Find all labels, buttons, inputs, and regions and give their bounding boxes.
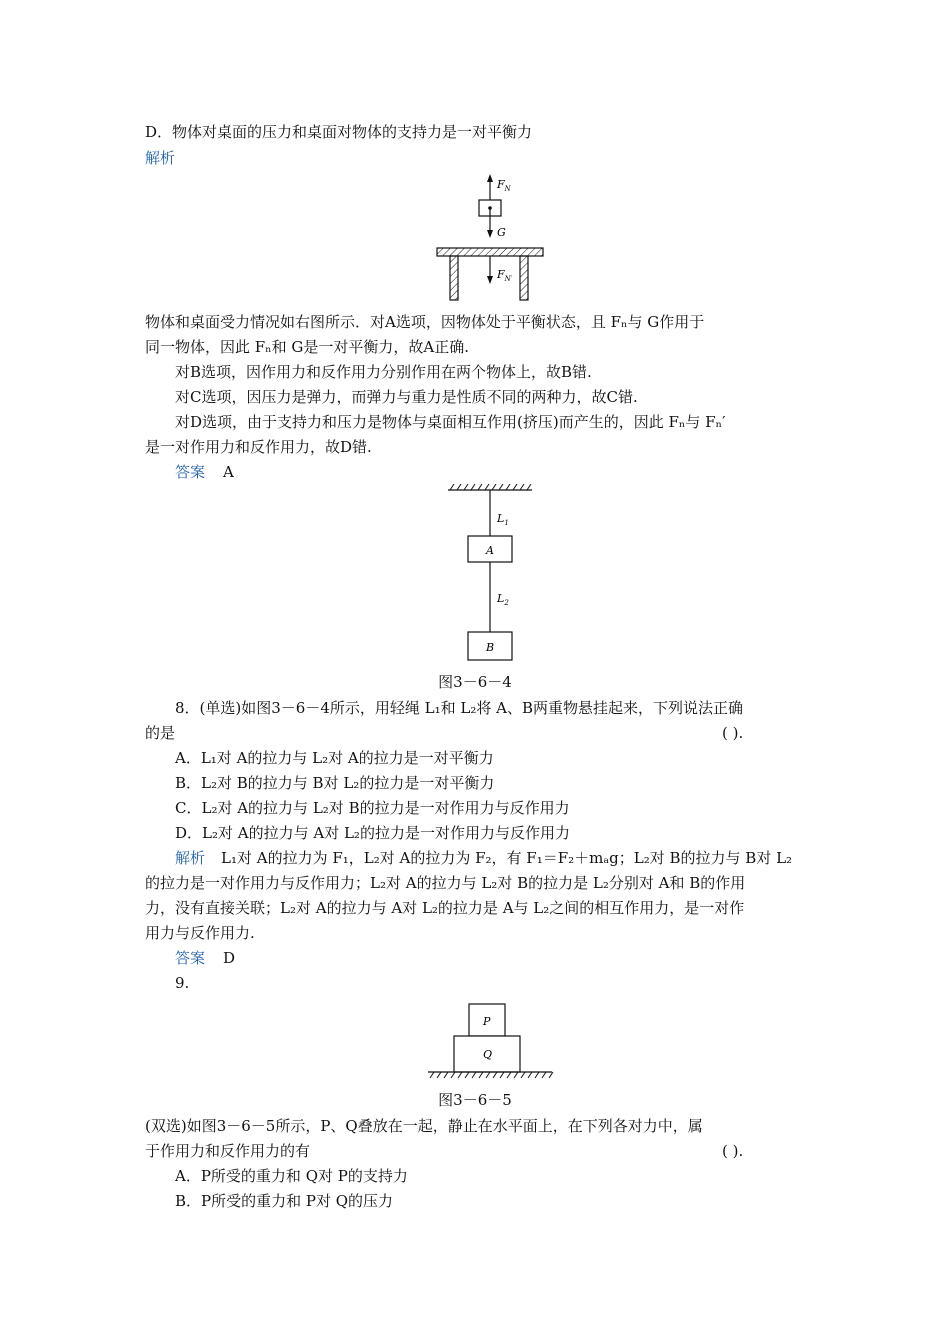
analysis-2-line-4: 用力与反作用力. xyxy=(145,924,255,942)
question-8-option-a: A．L₁对 A的拉力与 L₂对 A的拉力是一对平衡力 xyxy=(175,749,494,767)
answer-2-value: D xyxy=(223,949,236,967)
l1-label: $L_1$ xyxy=(497,512,509,527)
analysis-2-line-2: 的拉力是一对作用力与反作用力；L₂对 A的拉力与 L₂对 B的拉力是 L₂分别对 A和 B的作用 xyxy=(145,874,746,892)
question-8-line-1: 8．(单选)如图3－6－4所示，用轻绳 L₁和 L₂将 A、B两重物悬挂起来，下列说法正确 xyxy=(175,699,743,717)
question-9-line-2: 于作用力和反作用力的有 xyxy=(145,1142,311,1160)
g-label: G xyxy=(497,226,506,239)
explanation-line-3: 对B选项，因作用力和反作用力分别作用在两个物体上，故B错. xyxy=(175,363,592,381)
question-9-option-b: B．P所受的重力和 P对 Q的压力 xyxy=(175,1192,394,1210)
p-label: P xyxy=(483,1015,491,1028)
explanation-line-1: 物体和桌面受力情况如右图所示．对A选项，因物体处于平衡状态，且 Fₙ与 G作用于 xyxy=(145,313,705,331)
question-8-line-2: 的是 xyxy=(145,724,176,742)
answer-2 xyxy=(175,948,235,968)
figure-caption-365: 图3－6－5 xyxy=(438,1091,512,1109)
explanation-line-6: 是一对作用力和反作用力，故D错. xyxy=(145,438,372,456)
analysis-2-line-1 xyxy=(175,848,792,868)
a-label: A xyxy=(486,544,494,557)
tabletop xyxy=(437,248,543,256)
q7-option-d: D．物体对桌面的压力和桌面对物体的支持力是一对平衡力 xyxy=(145,123,533,141)
explanation-line-5: 对D选项，由于支持力和压力是物体与桌面相互作用(挤压)而产生的，因此 Fₙ与 Fₙ′ xyxy=(175,413,726,431)
explanation-line-2: 同一物体，因此 Fₙ和 G是一对平衡力，故A正确. xyxy=(145,338,470,356)
b-label: B xyxy=(486,641,495,654)
figure-caption-364: 图3－6－4 xyxy=(438,673,512,691)
answer-2-label: 答案 xyxy=(175,949,206,967)
analysis-label: 解析 xyxy=(145,149,176,167)
hanging-masses-diagram xyxy=(440,484,540,664)
question-9-number: 9. xyxy=(175,974,190,992)
answer-label: 答案 xyxy=(175,463,206,481)
fn-label: $F_N$ xyxy=(497,178,511,193)
fn-prime-label: $F_{N'}$ xyxy=(497,268,513,283)
l2-label: $L_2$ xyxy=(497,592,509,607)
answer-1 xyxy=(175,462,234,482)
question-8-answer-blank: ( ). xyxy=(722,724,744,742)
table-force-diagram xyxy=(420,172,550,304)
table-leg-right xyxy=(520,256,528,300)
answer-value: A xyxy=(223,463,234,481)
analysis-2-line-3: 力，没有直接关联；L₂对 A的拉力与 A对 L₂的拉力是 A与 L₂之间的相互作用力，是一对作 xyxy=(145,899,745,917)
explanation-line-4: 对C选项，因压力是弹力，而弹力与重力是性质不同的两种力，故C错. xyxy=(175,388,638,406)
question-8-option-b: B．L₂对 B的拉力与 B对 L₂的拉力是一对平衡力 xyxy=(175,774,495,792)
stacked-blocks-diagram xyxy=(424,1000,556,1082)
analysis-2-text: L₁对 A的拉力为 F₁，L₂对 A的拉力为 F₂，有 F₁＝F₂＋mₐg；L₂对 B的拉力与 B对 L₂ xyxy=(221,849,793,867)
question-8-option-c: C．L₂对 A的拉力与 L₂对 B的拉力是一对作用力与反作用力 xyxy=(175,799,570,817)
analysis-2-label: 解析 xyxy=(175,849,206,867)
question-9-option-a: A．P所受的重力和 Q对 P的支持力 xyxy=(175,1167,408,1185)
q-label: Q xyxy=(483,1048,493,1061)
question-9-answer-blank: ( ). xyxy=(722,1142,744,1160)
question-8-option-d: D．L₂对 A的拉力与 A对 L₂的拉力是一对作用力与反作用力 xyxy=(175,824,570,842)
question-9-line-1: (双选)如图3－6－5所示，P、Q叠放在一起，静止在水平面上，在下列各对力中，属 xyxy=(145,1117,703,1135)
table-leg-left xyxy=(450,256,458,300)
